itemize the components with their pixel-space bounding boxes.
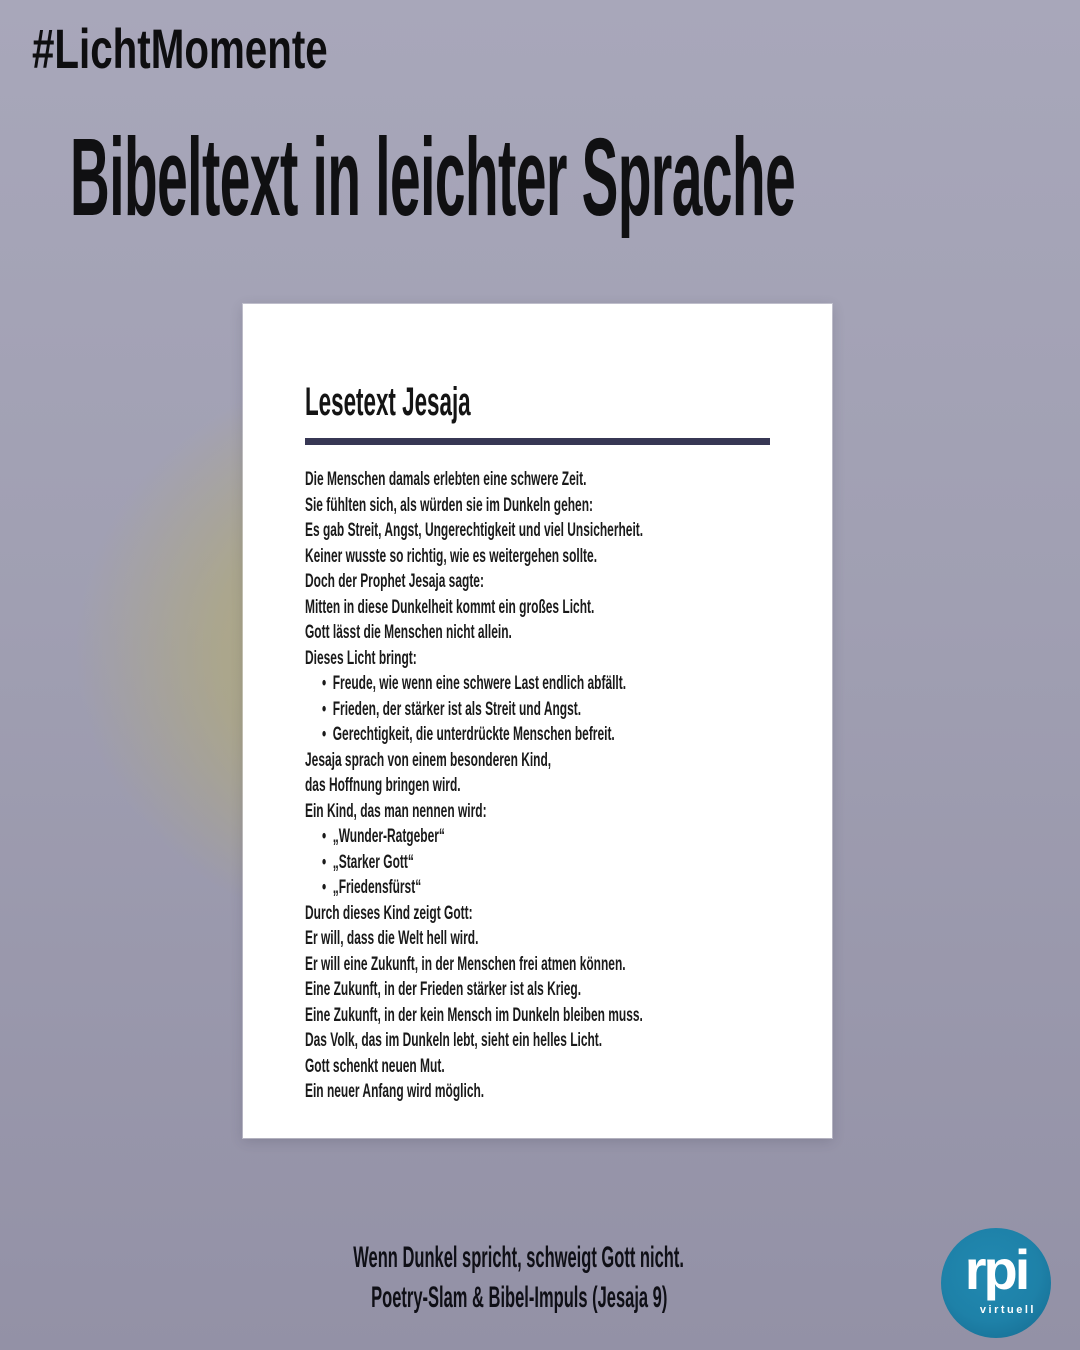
text-line: Ein neuer Anfang wird möglich.: [305, 1081, 485, 1102]
text-line: Das Volk, das im Dunkeln lebt, sieht ein helles Licht.: [305, 1030, 603, 1051]
rpi-virtuell-logo: [941, 1228, 1051, 1338]
footer-slogan: [0, 1238, 1038, 1278]
text-line: das Hoffnung bringen wird.: [305, 775, 461, 796]
divider-rule: [305, 438, 770, 445]
card-content: [243, 304, 832, 1105]
hashtag-label: #LichtMomente: [32, 17, 328, 80]
text-line: Doch der Prophet Jesaja sagte:: [305, 571, 484, 592]
text-line: Sie fühlten sich, als würden sie im Dunkeln gehen:: [305, 494, 594, 516]
text-line: Eine Zukunft, in der Frieden stärker ist als Krieg.: [305, 979, 582, 1000]
reading-text-block: [305, 467, 770, 1105]
footer-caption: [0, 1238, 1038, 1318]
text-line: Keiner wusste so richtig, wie es weitergehen sollte.: [305, 545, 598, 567]
footer-subtitle-text: Poetry-Slam & Bibel-Impuls (Jesaja 9): [370, 1281, 668, 1314]
text-line: Es gab Streit, Angst, Ungerechtigkeit und viel Unsicherheit.: [305, 520, 644, 541]
text-line: Er will, dass die Welt hell wird.: [305, 928, 479, 949]
text-line: Dieses Licht bringt:: [305, 647, 417, 669]
text-line: Gott lässt die Menschen nicht allein.: [305, 622, 512, 643]
rpi-logo-text: rpi: [964, 1238, 1028, 1301]
page-title: Bibeltext in leichter Sprache: [70, 116, 796, 239]
text-line: Ein Kind, das man nennen wird:: [305, 800, 487, 822]
text-line: Gott schenkt neuen Mut.: [305, 1055, 445, 1077]
text-line: Mitten in diese Dunkelheit kommt ein großes Licht.: [305, 596, 595, 618]
bullet-item: • „Friedensfürst“: [305, 875, 598, 901]
footer-slogan-text: Wenn Dunkel spricht, schweigt Gott nicht.: [353, 1241, 685, 1274]
bullet-item: • Frieden, der stärker ist als Streit und Angst.: [305, 697, 598, 723]
text-line: Durch dieses Kind zeigt Gott:: [305, 902, 473, 924]
bullet-item: • „Wunder-Ratgeber“: [305, 824, 598, 850]
bullet-item: • „Starker Gott“: [305, 850, 598, 876]
reading-text-card: [243, 304, 832, 1138]
footer-subtitle: [0, 1278, 1038, 1318]
bullet-item: • Gerechtigkeit, die unterdrückte Menschen befreit.: [305, 722, 598, 748]
bullet-item: • Freude, wie wenn eine schwere Last endlich abfällt.: [305, 671, 598, 697]
text-line: Er will eine Zukunft, in der Menschen frei atmen können.: [305, 953, 626, 975]
card-heading: Lesetext Jesaja: [305, 380, 471, 424]
text-line: Jesaja sprach von einem besonderen Kind,: [305, 749, 552, 771]
text-line: Eine Zukunft, in der kein Mensch im Dunkeln bleiben muss.: [305, 1004, 643, 1026]
rpi-logo-subtext: virtuell: [979, 1304, 1036, 1316]
text-line: Die Menschen damals erlebten eine schwere Zeit.: [305, 469, 587, 490]
